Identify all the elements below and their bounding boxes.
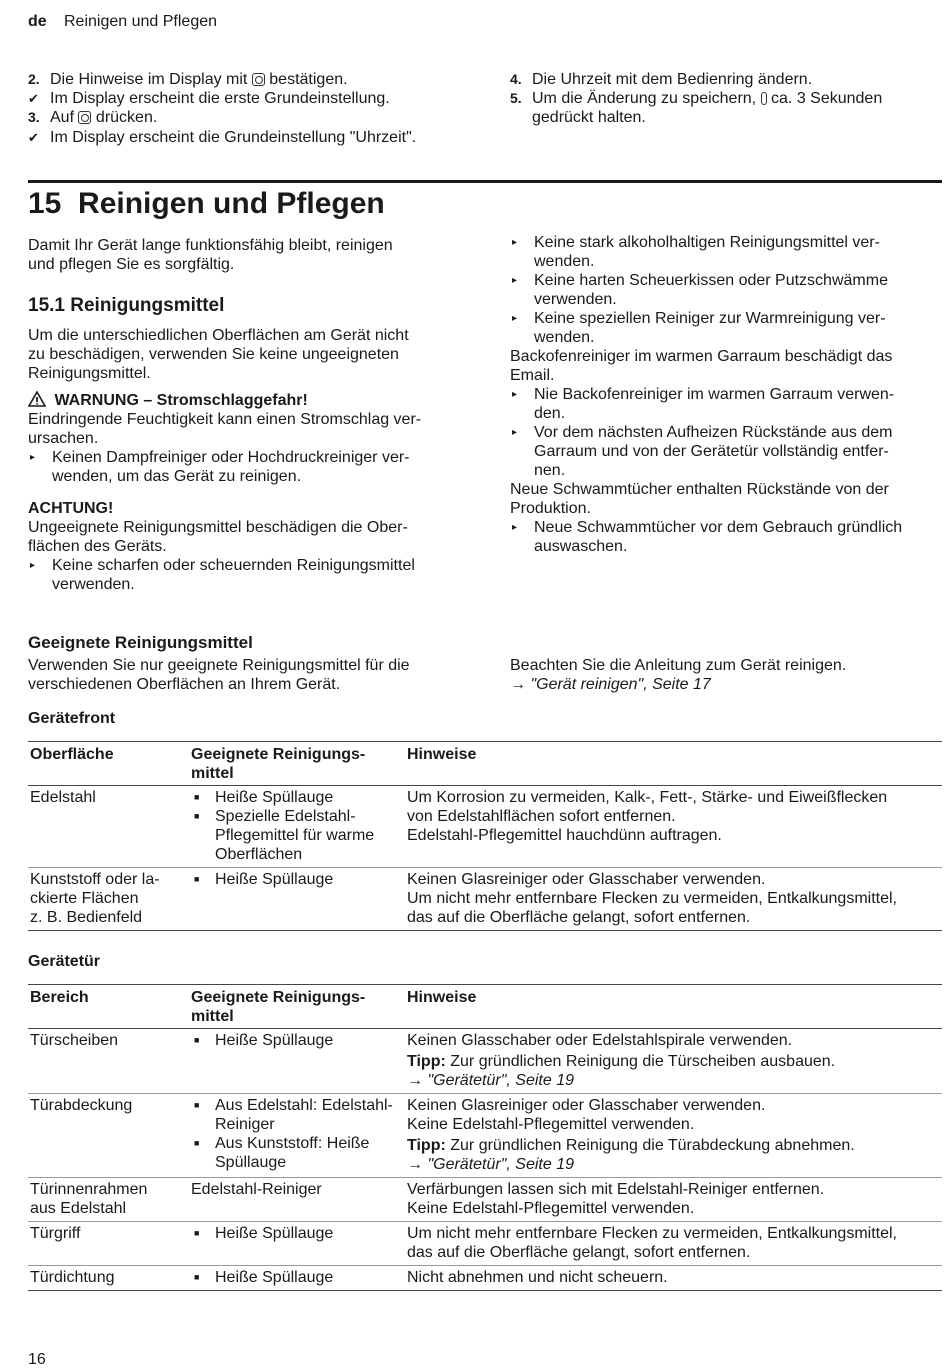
step-marker: 4. xyxy=(510,71,522,87)
table-door xyxy=(28,984,942,1291)
cell-agents xyxy=(189,1094,405,1178)
cell-notes xyxy=(405,1178,942,1222)
step-text: Die Uhrzeit mit dem Bedienring ändern. xyxy=(532,71,813,88)
caution-heading: ACHTUNG! xyxy=(28,500,114,517)
section-rule xyxy=(28,180,942,183)
warning-block xyxy=(28,391,468,486)
arrow-icon: → xyxy=(510,676,526,693)
cell-agents: Edelstahl-Reiniger xyxy=(191,1181,322,1198)
step-marker: 5. xyxy=(510,90,522,106)
text-line: Keinen Glasschaber oder Edelstahlspirale verwenden. xyxy=(407,1032,793,1049)
step-5 xyxy=(510,89,940,127)
cross-reference-link[interactable]: "Gerätetür", Seite 19 xyxy=(427,1156,574,1173)
tip-text: Zur gründlichen Reinigung die Türabdeckung abnehmen. xyxy=(445,1137,855,1154)
table-header-row xyxy=(28,742,942,786)
arrow-icon: → xyxy=(407,1156,423,1173)
agent-item: ■ Heiße Spüllauge xyxy=(191,788,401,807)
column-header: Hinweise xyxy=(407,746,477,763)
column-header: Geeignete Reinigungs- mittel xyxy=(191,746,366,782)
running-header: Reinigen und Pflegen xyxy=(64,13,218,30)
step-text: Im Display erscheint die Grundeinstellung "Uhrzeit". xyxy=(50,129,417,146)
text-line: zu beschädigen, verwenden Sie keine ungeeigneten xyxy=(28,346,399,363)
confirm-display-icon xyxy=(78,111,91,124)
text-line: Email. xyxy=(510,367,555,384)
section-heading xyxy=(28,186,385,222)
text-line: Verwenden Sie nur geeignete Reinigungsmittel für die xyxy=(28,657,410,674)
bullet-triangle-icon: ▸ xyxy=(512,389,518,400)
text-line: Keine Edelstahl-Pflegemittel verwenden. xyxy=(407,1116,695,1133)
text-line: Ungeeignete Reinigungsmittel beschädigen die Ober- xyxy=(28,519,408,536)
cell-agents xyxy=(189,868,405,931)
agent-item: ■ Heiße Spüllauge xyxy=(191,1224,401,1243)
agent-item: ■ Spezielle Edelstahl-Pflegemittel für warme Oberflächen xyxy=(191,807,401,864)
step-marker: 3. xyxy=(28,109,40,125)
table-row xyxy=(28,1094,942,1178)
table-row xyxy=(28,786,942,868)
cell-notes xyxy=(405,1266,942,1291)
table-row xyxy=(28,1222,942,1266)
cell-agents xyxy=(189,1222,405,1266)
text-line: Backofenreiniger im warmen Garraum beschädigt das xyxy=(510,348,893,365)
step-result-1 xyxy=(28,89,468,108)
text-line: verwenden. xyxy=(52,576,135,593)
text-line: nen. xyxy=(534,462,566,479)
agent-item: ■ Heiße Spüllauge xyxy=(191,870,401,889)
text-line: Um nicht mehr entfernbare Flecken zu vermeiden, Entkalkungsmittel, xyxy=(407,1225,897,1242)
step-marker: 2. xyxy=(28,71,40,87)
cell-area: Türabdeckung xyxy=(30,1097,133,1114)
bullet-triangle-icon: ▸ xyxy=(512,427,518,438)
text-line: Verfärbungen lassen sich mit Edelstahl-Reiniger entfernen. xyxy=(407,1181,825,1198)
cell-agents xyxy=(189,1266,405,1291)
list-item xyxy=(510,233,942,271)
agent-item: ■ Heiße Spüllauge xyxy=(191,1031,401,1050)
text-line: Neue Schwammtücher enthalten Rückstände von der xyxy=(510,481,889,498)
table-front xyxy=(28,741,942,931)
suitable-reference xyxy=(510,656,942,694)
text-line: Nicht abnehmen und nicht scheuern. xyxy=(407,1269,668,1286)
section-intro xyxy=(28,236,468,274)
step-3 xyxy=(28,108,468,127)
text-line: Keinen Glasreiniger oder Glasschaber verwenden. xyxy=(407,871,766,888)
checkmark-icon: ✔ xyxy=(28,130,39,145)
cell-notes xyxy=(405,868,942,931)
caution-block xyxy=(28,499,468,594)
arrow-icon: → xyxy=(407,1072,423,1089)
subsection-intro xyxy=(28,326,468,383)
text-line: auswaschen. xyxy=(534,538,628,555)
table-row xyxy=(28,1266,942,1291)
step-text: Im Display erscheint die erste Grundeinstellung. xyxy=(50,90,390,107)
list-item xyxy=(510,518,942,556)
text-line: Keine Edelstahl-Pflegemittel verwenden. xyxy=(407,1200,695,1217)
bullet-triangle-icon: ▸ xyxy=(512,313,518,324)
suitable-text xyxy=(28,656,478,694)
text-line: von Edelstahlflächen sofort entfernen. xyxy=(407,808,676,825)
table-header-row xyxy=(28,985,942,1029)
table-row xyxy=(28,868,942,931)
text-line: Keine stark alkoholhaltigen Reinigungsmittel ver- xyxy=(534,234,880,251)
list-item xyxy=(510,309,942,347)
column-header: Geeignete Reinigungs- mittel xyxy=(191,989,366,1025)
text-line: Produktion. xyxy=(510,500,591,517)
text-line: und pflegen Sie es sorgfältig. xyxy=(28,256,235,273)
text-line: Reinigungsmittel. xyxy=(28,365,151,382)
cell-area: Türscheiben xyxy=(30,1032,119,1049)
confirm-display-icon xyxy=(252,73,265,86)
tip xyxy=(407,1136,938,1155)
cell-notes xyxy=(405,1222,942,1266)
text-line: Vor dem nächsten Aufheizen Rückstände aus dem xyxy=(534,424,893,441)
tip-label: Tipp: xyxy=(407,1137,446,1154)
step-text: Um die Änderung zu speichern, xyxy=(532,90,761,107)
cell-area: Kunststoff oder la- ckierte Flächen z. B. Bedienfeld xyxy=(30,871,160,926)
cell-notes xyxy=(405,1029,942,1094)
step-text: Auf xyxy=(50,109,79,126)
text-line: verschiedenen Oberflächen an Ihrem Gerät. xyxy=(28,676,341,693)
cross-reference-link[interactable]: "Gerät reinigen", Seite 17 xyxy=(530,676,711,693)
warning-triangle-icon xyxy=(28,391,46,407)
text-line: Beachten Sie die Anleitung zum Gerät reinigen. xyxy=(510,657,847,674)
step-text: gedrückt halten. xyxy=(532,109,646,126)
column-header: Bereich xyxy=(30,989,89,1006)
tip-text: Zur gründlichen Reinigung die Türscheiben ausbauen. xyxy=(445,1053,836,1070)
warning-heading xyxy=(28,391,468,410)
table-row xyxy=(28,1178,942,1222)
right-column xyxy=(510,233,942,556)
warning-bullet xyxy=(28,448,468,486)
agent-item: ■ Heiße Spüllauge xyxy=(191,1268,401,1287)
cell-notes xyxy=(405,1094,942,1178)
step-4 xyxy=(510,70,940,89)
text-line: Um die unterschiedlichen Oberflächen am Gerät nicht xyxy=(28,327,409,344)
text-line: wenden. xyxy=(534,329,595,346)
cell-notes xyxy=(405,786,942,868)
agent-item: ■ Aus Kunststoff: Heiße Spüllauge xyxy=(191,1134,401,1172)
agent-item: ■ Aus Edelstahl: Edelstahl-Reiniger xyxy=(191,1096,401,1134)
cell-area: Türgriff xyxy=(30,1225,81,1242)
step-2 xyxy=(28,70,468,89)
text-line: Nie Backofenreiniger im warmen Garraum verwen- xyxy=(534,386,895,403)
table-door-title: Gerätetür xyxy=(28,953,101,970)
step-text: Die Hinweise im Display mit xyxy=(50,71,252,88)
text-line: das auf die Oberfläche gelangt, sofort entfernen. xyxy=(407,909,751,926)
text-line: Garraum und von der Gerätetür vollständig entfer- xyxy=(534,443,889,460)
caution-bullet xyxy=(28,556,468,594)
text-line: ursachen. xyxy=(28,430,99,447)
step-text: drücken. xyxy=(91,109,158,126)
suitable-heading: Geeignete Reinigungsmittel xyxy=(28,633,253,652)
text-line: Eindringende Feuchtigkeit kann einen Stromschlag ver- xyxy=(28,411,422,428)
cell-area: Türdichtung xyxy=(30,1269,115,1286)
tip xyxy=(407,1052,938,1071)
step-result-2 xyxy=(28,128,468,147)
step-text: ca. 3 Sekunden xyxy=(766,90,883,107)
text-line: Keine scharfen oder scheuernden Reinigungsmittel xyxy=(52,557,415,574)
text-line: verwenden. xyxy=(534,291,617,308)
text-line: Keine harten Scheuerkissen oder Putzschwämme xyxy=(534,272,888,289)
text-line: Keine speziellen Reiniger zur Warmreinigung ver- xyxy=(534,310,886,327)
text-line: Um nicht mehr entfernbare Flecken zu vermeiden, Entkalkungsmittel, xyxy=(407,890,897,907)
text-line: Keinen Dampfreiniger oder Hochdruckreiniger ver- xyxy=(52,449,410,466)
cell-agents xyxy=(189,786,405,868)
subsection-title: 15.1 Reinigungsmittel xyxy=(28,295,225,316)
list-item xyxy=(510,271,942,309)
text-line: flächen des Geräts. xyxy=(28,538,167,555)
cell-area: Türinnenrahmen aus Edelstahl xyxy=(30,1181,148,1217)
text-line: Damit Ihr Gerät lange funktionsfähig bleibt, reinigen xyxy=(28,237,393,254)
language-code: de xyxy=(28,13,47,30)
bullet-triangle-icon: ▸ xyxy=(512,237,518,248)
text-line: den. xyxy=(534,405,566,422)
section-title: Reinigen und Pflegen xyxy=(78,187,385,220)
cross-reference-link[interactable]: "Gerätetür", Seite 19 xyxy=(427,1072,574,1089)
page-number: 16 xyxy=(28,1351,46,1368)
column-header: Oberfläche xyxy=(30,746,114,763)
text-line: Neue Schwammtücher vor dem Gebrauch gründlich xyxy=(534,519,903,536)
checkmark-icon: ✔ xyxy=(28,91,39,106)
tip-label: Tipp: xyxy=(407,1053,446,1070)
text-line: das auf die Oberfläche gelangt, sofort entfernen. xyxy=(407,1244,751,1261)
list-item xyxy=(510,385,942,423)
section-number: 15 xyxy=(28,187,62,220)
table-front-title: Gerätefront xyxy=(28,710,116,727)
cell-area: Edelstahl xyxy=(30,789,96,806)
cell-agents xyxy=(189,1029,405,1094)
text-line: wenden. xyxy=(534,253,595,270)
text-line: Edelstahl-Pflegemittel hauchdünn auftragen. xyxy=(407,827,722,844)
step-text: bestätigen. xyxy=(264,71,348,88)
table-row xyxy=(28,1029,942,1094)
bullet-triangle-icon: ▸ xyxy=(30,452,36,463)
bullet-triangle-icon: ▸ xyxy=(512,275,518,286)
list-item xyxy=(510,423,942,480)
warning-title: WARNUNG – Stromschlaggefahr! xyxy=(54,392,308,409)
text-line: Keinen Glasreiniger oder Glasschaber verwenden. xyxy=(407,1097,766,1114)
text-line: Um Korrosion zu vermeiden, Kalk-, Fett-, Stärke- und Eiweißflecken xyxy=(407,789,888,806)
bullet-triangle-icon: ▸ xyxy=(512,522,518,533)
column-header: Hinweise xyxy=(407,989,477,1006)
text-line: wenden, um das Gerät zu reinigen. xyxy=(52,468,302,485)
bullet-triangle-icon: ▸ xyxy=(30,560,36,571)
